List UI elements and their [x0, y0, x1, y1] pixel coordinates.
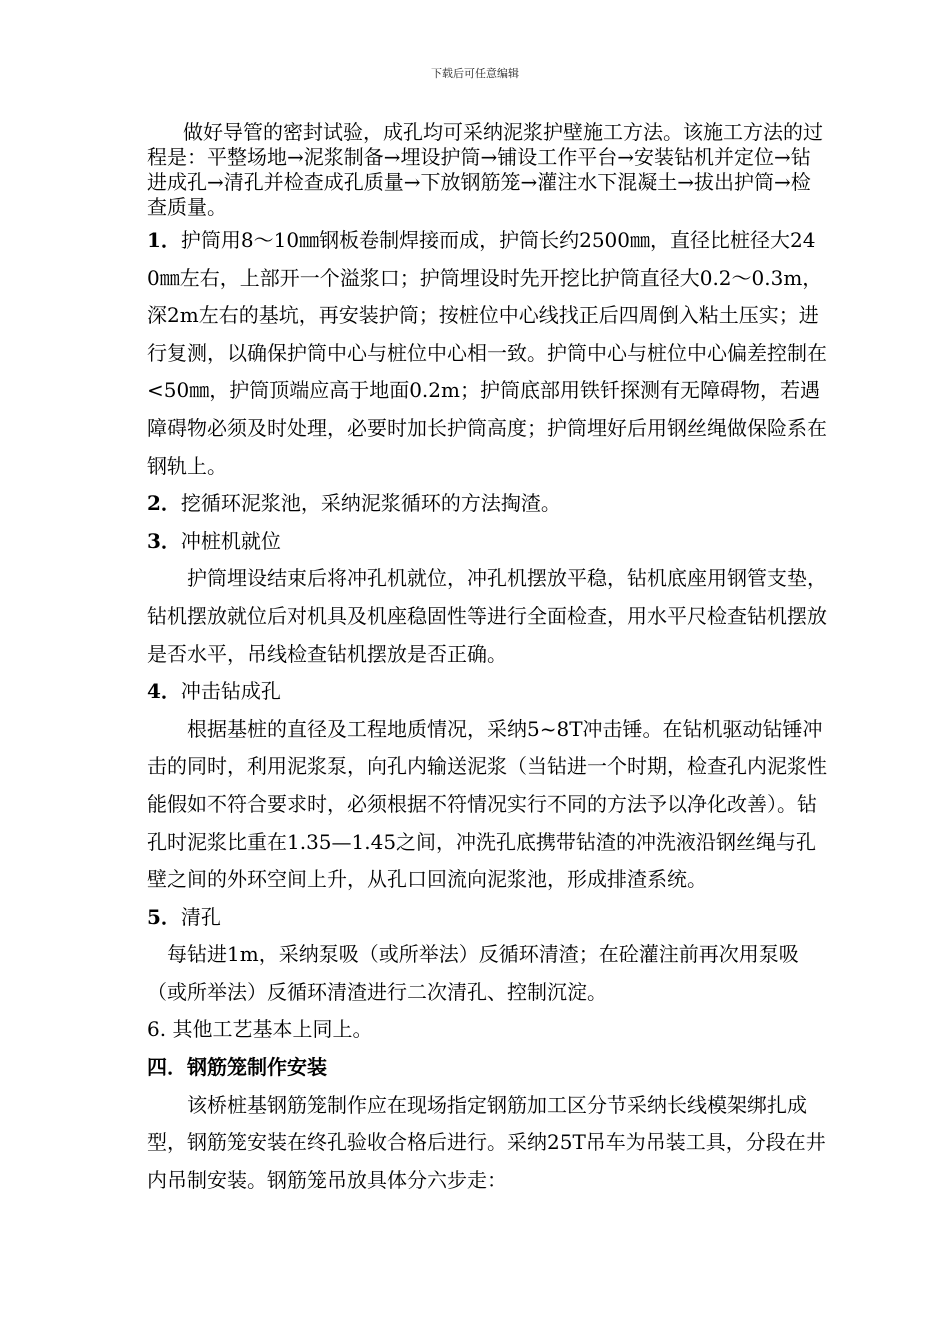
- section-4-title: 四．钢筋笼制作安装: [147, 1055, 327, 1080]
- item-5-number: 5．: [147, 904, 181, 929]
- item-2-number: 2．: [147, 491, 181, 516]
- item-3-heading: [147, 523, 827, 561]
- item-1-paragraph: [147, 222, 827, 485]
- item-4-number: 4．: [147, 679, 181, 704]
- header-note: 下载后可任意编辑: [431, 67, 519, 80]
- item-2-paragraph: [147, 485, 827, 523]
- document-body: [147, 120, 827, 1199]
- section-4-body: 该桥桩基钢筋笼制作应在现场指定钢筋加工区分节采纳长线模架绑扎成型，钢筋笼安装在终孔验收合格后进行。采纳25T吊车为吊装工具，分段在井内吊制安装。钢筋笼吊放具体分六步走：: [147, 1092, 826, 1192]
- item-3-title: 冲桩机就位: [180, 528, 281, 553]
- item-4-title: 冲击钻成孔: [180, 679, 281, 704]
- intro-paragraph: 做好导管的密封试验，成孔均可采纳泥浆护壁施工方法。该施工方法的过程是：平整场地→泥浆制备→埋设护筒→铺设工作平台→安装钻机并定位→钻进成孔→清孔并检查成孔质量→下放钢筋笼→灌注水下混凝土→拔出护筒→检查质量。: [147, 120, 823, 219]
- item-2-text: 挖循环泥浆池，采纳泥浆循环的方法掏渣。: [180, 491, 561, 516]
- item-5-heading: [147, 899, 827, 937]
- item-5-title: 清孔: [180, 904, 221, 929]
- item-1-text: 护筒用8～10㎜钢板卷制焊接而成，护筒长约2500㎜，直径比桩径大240㎜左右，上部开一个溢浆口；护筒埋设时先开挖比护筒直径大0.2～0.3m，深2m左右的基坑，再安装护筒；按桩位中心线找正后四周倒入粘土压实；进行复测，以确保护筒中心与桩位中心相一致。护筒中心与桩位中心偏差控制在<50㎜，护筒顶端应高于地面0.2m；护筒底部用铁钎探测有无障碍物，若遇障碍物必须及时处理，必要时加长护筒高度；护筒埋好后用钢丝绳做保险系在钢轨上。: [147, 228, 827, 478]
- item-4-body: 根据基桩的直径及工程地质情况，采纳5~8T冲击锤。在钻机驱动钻锤冲击的同时，利用泥浆泵，向孔内输送泥浆（当钻进一个时期，检查孔内泥浆性能假如不符合要求时，必须根据不符情况实行不同的方法予以净化改善）。钻孔时泥浆比重在1.35—1.45之间，冲洗孔底携带钻渣的冲洗液沿钢丝绳与孔壁之间的外环空间上升，从孔口回流向泥浆池，形成排渣系统。: [147, 716, 827, 892]
- item-4-heading: [147, 673, 827, 711]
- item-3-number: 3．: [147, 528, 181, 553]
- item-1-number: 1．: [147, 228, 181, 252]
- item-5-body: 每钻进1m，采纳泵吸（或所举法）反循环清渣；在砼灌注前再次用泵吸（或所举法）反循环清渣进行二次清孔、控制沉淀。: [147, 942, 799, 1004]
- item-6-paragraph: 6. 其他工艺基本上同上。: [147, 1017, 373, 1042]
- item-3-body: 护筒埋设结束后将冲孔机就位，冲孔机摆放平稳，钻机底座用钢管支垫，钻机摆放就位后对机具及机座稳固性等进行全面检查，用水平尺检查钻机摆放是否水平，吊线检查钻机摆放是否正确。: [147, 566, 827, 666]
